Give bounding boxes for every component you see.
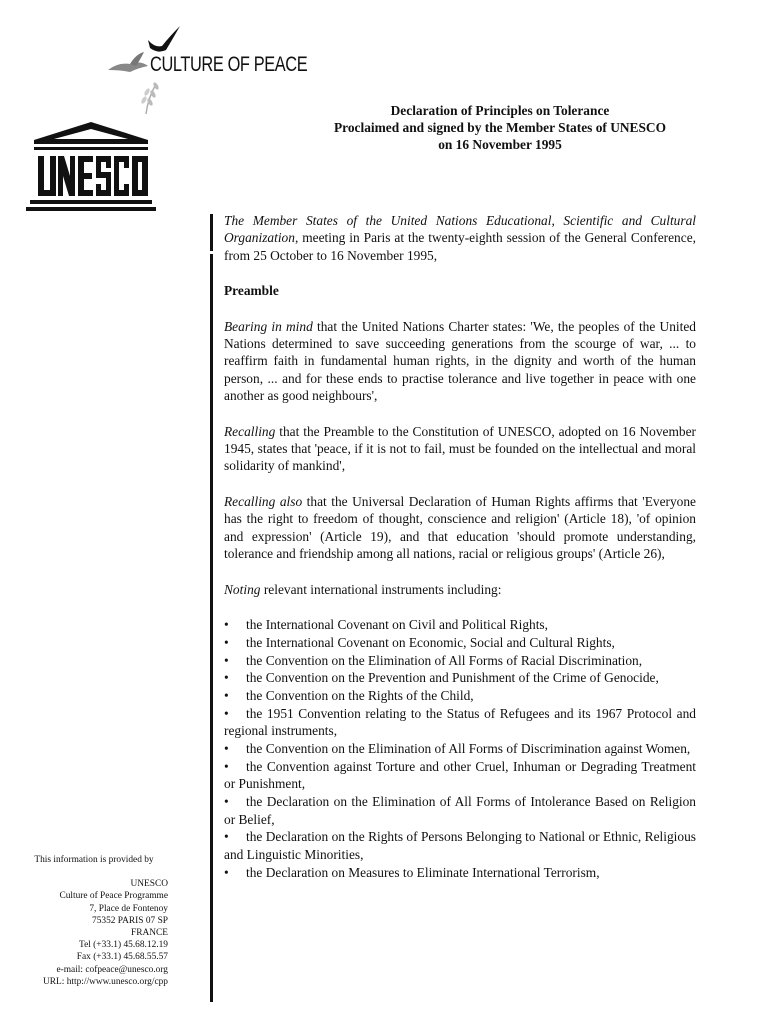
paragraph-bearing-in-mind: Bearing in mind that the United Nations Charter states: 'We, the peoples of the United Nations determined to save succeeding generations from the scourge of war, ... to reaffirm faith in fundamental human rights, in the dignity and worth of the human person, ... and for these ends to practise tolerance and live together in peace with one another as good neighbours', (224, 318, 696, 404)
bullet-icon: • (224, 705, 229, 721)
list-item: • the Convention on the Prevention and Punishment of the Crime of Genocide, (224, 670, 659, 686)
sidebar-email-link[interactable]: e-mail: cofpeace@unesco.org (56, 964, 168, 975)
sidebar-country: FRANCE (131, 928, 168, 939)
document-body (224, 212, 696, 881)
bullet-icon: • (224, 758, 229, 774)
header-subtitle: Proclaimed and signed by the Member States of UNESCO (333, 120, 667, 135)
sidebar-tel: Tel (+33.1) 45.68.12.19 (79, 940, 168, 951)
sidebar-street: 7, Place de Fontenoy (89, 903, 168, 914)
sidebar-city: 75352 PARIS 07 SP (92, 915, 168, 926)
intro-paragraph: The Member States of the United Nations Educational, Scientific and Cultural Organization, meeting in Paris at the twenty-eighth session of the General Conference, from 25 October to 16 November 1995, (224, 213, 696, 263)
margin-rule-top (210, 214, 213, 251)
bullet-icon: • (224, 670, 229, 686)
bullet-icon: • (224, 794, 229, 810)
bullet-icon: • (224, 616, 229, 632)
header-title: Declaration of Principles on Tolerance (390, 103, 610, 118)
paragraph-recalling: Recalling that the Preamble to the Constitution of UNESCO, adopted on 16 November 1945, states that 'peace, if it is not to fail, must be founded on the intellectual and moral solidarity of mankind', (224, 423, 696, 474)
list-item: • the Declaration on the Elimination of All Forms of Intolerance Based on Religion or Belief, (224, 794, 696, 827)
sidebar-url-link[interactable]: URL: http://www.unesco.org/cpp (43, 976, 168, 987)
list-item: • the 1951 Convention relating to the Status of Refugees and its 1967 Protocol and regional instruments, (224, 705, 696, 739)
bullet-icon: • (224, 688, 229, 704)
document-header (300, 102, 700, 153)
bullet-icon: • (224, 634, 229, 650)
contact-sidebar (20, 854, 168, 988)
preamble-heading: Preamble (224, 283, 279, 299)
bullet-icon: • (224, 652, 229, 668)
list-item: • the Convention on the Elimination of All Forms of Racial Discrimination, (224, 652, 643, 668)
list-item: • the Convention on the Elimination of All Forms of Discrimination against Women, (224, 741, 691, 757)
instruments-list (224, 616, 696, 881)
unesco-logo (26, 120, 156, 216)
header-date: on 16 November 1995 (438, 137, 562, 152)
sidebar-org: UNESCO (130, 879, 168, 890)
sidebar-fax: Fax (+33.1) 45.68.55.57 (76, 952, 168, 963)
margin-rule-bottom (210, 254, 213, 1002)
list-item: • the Convention on the Rights of the Child, (224, 688, 474, 704)
list-item: • the International Covenant on Civil and Political Rights, (224, 616, 548, 632)
paragraph-recalling-also: Recalling also that the Universal Declaration of Human Rights affirms that 'Everyone has the right to freedom of thought, conscience and religion' (Article 18), 'of opinion and expression' (Article 19), and that education 'should promote understanding, tolerance and friendship among all nations, racial or religious groups' (Article 26), (224, 493, 697, 562)
sidebar-address (20, 878, 168, 988)
sidebar-lead: This information is provided by (34, 855, 154, 865)
unesco-temple-icon (26, 120, 156, 216)
bullet-icon: • (224, 741, 229, 757)
bullet-icon: • (224, 829, 229, 845)
bullet-icon: • (224, 864, 229, 880)
list-item: • the International Covenant on Economic, Social and Cultural Rights, (224, 634, 615, 650)
culture-of-peace-wordmark: CULTURE OF PEACE (150, 53, 308, 76)
paragraph-noting: Noting relevant international instruments including: (224, 581, 502, 597)
culture-of-peace-logo (100, 22, 308, 122)
list-item: • the Declaration on Measures to Eliminate International Terrorism, (224, 864, 600, 880)
list-item: • the Declaration on the Rights of Persons Belonging to National or Ethnic, Religious and Linguistic Minorities, (224, 829, 696, 862)
list-item: • the Convention against Torture and other Cruel, Inhuman or Degrading Treatment or Punishment, (224, 758, 696, 792)
sidebar-programme: Culture of Peace Programme (59, 891, 168, 902)
